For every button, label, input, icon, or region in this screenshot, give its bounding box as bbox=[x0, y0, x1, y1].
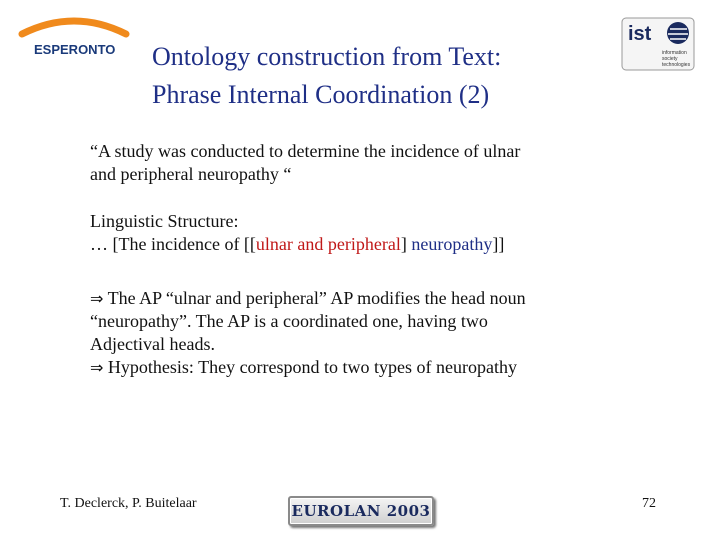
analysis-line-4: ⇒ Hypothesis: They correspond to two types of neuropathy bbox=[90, 357, 518, 377]
example-quote bbox=[90, 140, 650, 186]
slide-title bbox=[152, 38, 612, 114]
quote-line-2: and peripheral neuropathy “ bbox=[90, 164, 292, 184]
analysis-line-1: ⇒ The AP “ulnar and peripheral” AP modifies the head noun bbox=[90, 288, 526, 308]
ist-logo bbox=[620, 16, 696, 72]
linguistic-bracketing bbox=[90, 233, 650, 256]
esperonto-logo-text: ESPERONTO bbox=[34, 42, 116, 57]
analysis-line-3: Adjectival heads. bbox=[90, 334, 215, 354]
ist-subtitle-1: information bbox=[662, 50, 687, 56]
eurolan-badge: EUROLAN 2003 bbox=[288, 496, 434, 526]
bracket-mid: ] bbox=[400, 234, 412, 254]
quote-line-1: “A study was conducted to determine the incidence of ulnar bbox=[90, 141, 521, 161]
linguistic-structure bbox=[90, 210, 650, 256]
bracket-prefix: … [The incidence of [[ bbox=[90, 234, 256, 254]
slide-title-line-1: Ontology construction from Text: bbox=[152, 42, 502, 71]
highlight-ap: ulnar and peripheral bbox=[255, 234, 401, 254]
ist-logo-text: ist bbox=[628, 23, 652, 45]
footer-authors: T. Declerck, P. Buitelaar bbox=[60, 496, 197, 511]
page-number: 72 bbox=[642, 496, 656, 511]
ist-subtitle-2: society bbox=[662, 56, 678, 62]
esperonto-logo bbox=[14, 10, 134, 66]
implies-arrow-icon: ⇒ bbox=[90, 289, 104, 308]
slide-title-line-2: Phrase Internal Coordination (2) bbox=[152, 80, 490, 109]
implies-arrow-icon: ⇒ bbox=[90, 358, 104, 377]
ist-subtitle-3: technologies bbox=[662, 62, 691, 68]
highlight-head-noun: neuropathy bbox=[411, 234, 493, 254]
linguistic-heading: Linguistic Structure: bbox=[90, 211, 239, 231]
bracket-suffix: ]] bbox=[492, 234, 505, 254]
analysis-line-2: “neuropathy”. The AP is a coordinated one, having two bbox=[90, 311, 488, 331]
analysis-block bbox=[90, 287, 650, 379]
